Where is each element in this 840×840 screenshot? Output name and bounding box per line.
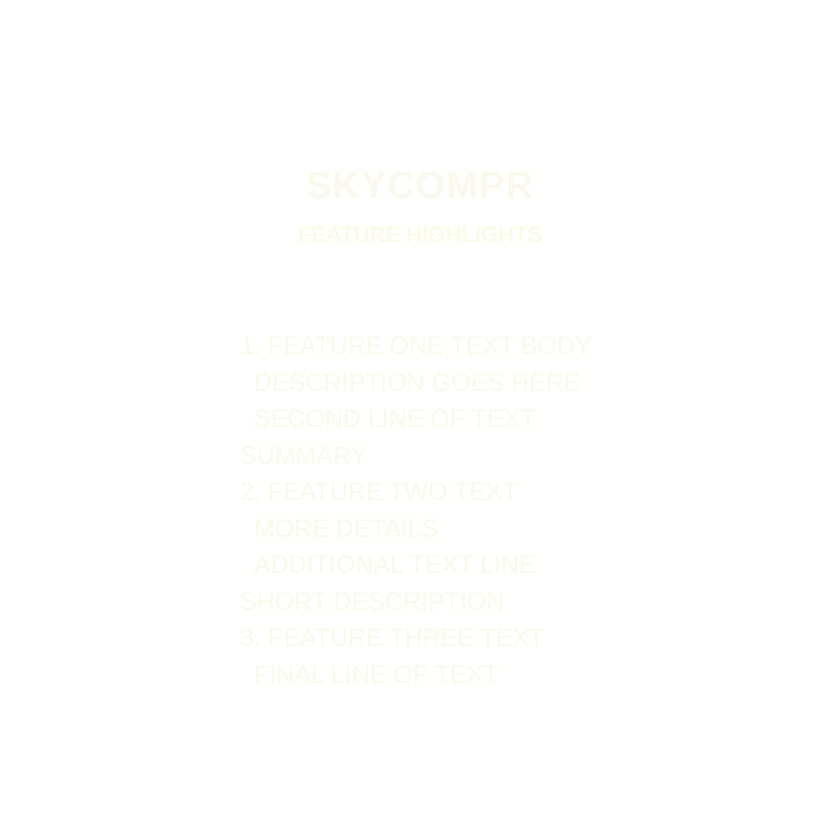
- feature-line: ADDITIONAL TEXT LINE: [254, 551, 536, 579]
- feature-line: MORE DETAILS: [254, 514, 439, 543]
- feature-line: SHORT DESCRIPTION: [240, 587, 505, 616]
- feature-line: SECOND LINE OF TEXT: [254, 405, 536, 433]
- slide-title: SKYCOMPR: [306, 165, 534, 207]
- feature-line: 2. FEATURE TWO TEXT: [240, 478, 518, 506]
- slide-subtitle: FEATURE HIGHLIGHTS: [297, 222, 543, 247]
- feature-line: 1. FEATURE ONE TEXT BODY: [240, 332, 592, 360]
- feature-line: 3. FEATURE THREE TEXT: [240, 624, 545, 652]
- feature-line: SUMMARY: [240, 441, 368, 470]
- feature-line: DESCRIPTION GOES HERE: [254, 368, 581, 397]
- feature-line: FINAL LINE OF TEXT: [254, 660, 499, 689]
- feature-text-list: [240, 328, 640, 693]
